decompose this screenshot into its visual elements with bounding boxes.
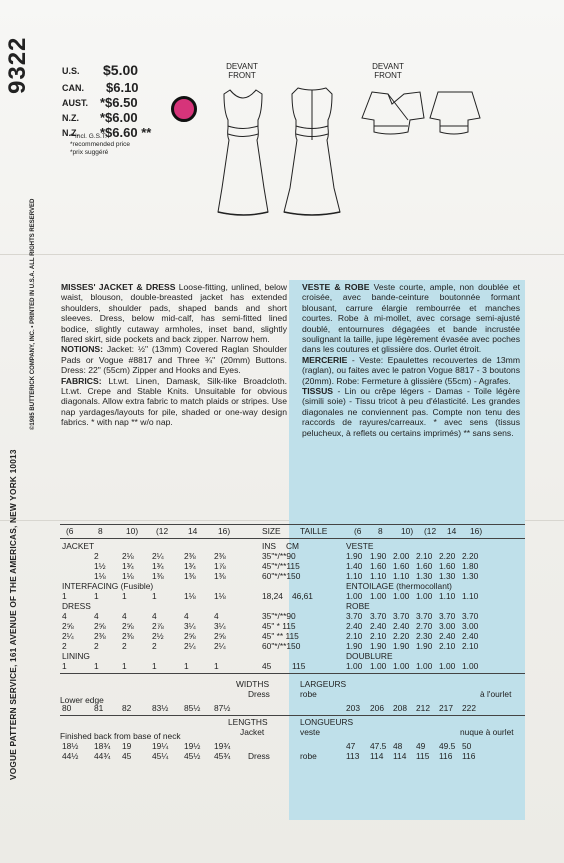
table-cell: 3¼ (184, 621, 196, 631)
table-section-label: DRESS (62, 601, 91, 611)
table-cell: 1.90 (370, 641, 387, 651)
table-cell: 1½ (94, 561, 106, 571)
robe-length-label: robe (300, 751, 317, 761)
price-label: N.Z. (62, 128, 79, 138)
finished-label: Finished back from base of neck (60, 731, 181, 741)
length-cell: 45¼ (152, 751, 169, 761)
table-cell: 1.30 (462, 571, 479, 581)
width-cell: 212 (416, 703, 430, 713)
table-cell: 2⅝ (184, 631, 196, 641)
table-cell: 2⅜ (184, 551, 196, 561)
table-cell: 3.70 (416, 611, 433, 621)
table-cell: 2⅝ (214, 631, 226, 641)
size-header-cell: 10) (126, 526, 139, 536)
table-cell: 2⅜ (214, 551, 226, 561)
largeurs-label: LARGEURS (300, 679, 347, 689)
table-cell: 2 (94, 551, 99, 561)
width-cell: 222 (462, 703, 476, 713)
table-cell: 2 (94, 641, 99, 651)
jacket-front-drawing (362, 92, 424, 134)
table-cell: 2.40 (462, 631, 479, 641)
table-cell: 1 (122, 591, 127, 601)
size-header-cell: 16) (218, 526, 231, 536)
length-cell: 45¾ (214, 751, 231, 761)
length-cell: 18½ (62, 741, 79, 751)
length-cell: 47 (346, 741, 356, 751)
price-value: $5.00 (103, 62, 139, 78)
table-cell: 2.30 (416, 631, 433, 641)
french-description: VESTE & ROBE Veste courte, ample, non doublée et croisée, avec bande-ceinture boutonnée formant blousant, carrure élargie rembourrée et manches courtes. Robe à mi-mollet, avec corsage semi-ajusté doublé, entournures dégagées et bande incrustée soulignant la taille, jupe légèrement évasée avec poches dans les coutures et glissière dos. Ourlet étroit. MERCERIE - Veste: Epaulettes recouvertes de 13mm (raglan), ou faites avec le patron Vogue 8817 - 3 boutons (20mm). Robe: Fermeture à glissière (55cm) - Agrafes. TISSUS - Lin ou crêpe légers - Damas - Toile légère (simili soie) - Tissu tricot à peu d'élasticité. Les grandes diagonales ne conviennent pas. Compte non tenu des raccords de rayures/carreaux. * avec sens (tissus pelucheux, à reflets ou certains imprimés) ** sans sens. (302, 282, 521, 438)
table-cell: 1 (94, 661, 99, 671)
copyright-notice: ©1985 BUTTERICK COMPANY, INC. • PRINTED IN U.S.A. ALL RIGHTS RESERVED (30, 198, 36, 430)
length-cell: 44½ (62, 751, 79, 761)
width-cell: 208 (393, 703, 407, 713)
length-cell: 45½ (184, 751, 201, 761)
table-cell: 3.00 (439, 621, 456, 631)
table-cell: 2.20 (393, 631, 410, 641)
fabric-width-cell: 60"*/**150 (262, 571, 301, 581)
fabric-width-cell: 35"*/**90 (262, 611, 296, 621)
table-cell: 2.00 (393, 551, 410, 561)
table-cell: 1.90 (346, 551, 363, 561)
table-cell: 1 (62, 591, 67, 601)
english-description: MISSES' JACKET & DRESS Loose-fitting, unlined, below waist, blouson, double-breasted jacket has extended shoulders, shoulder pads, shaped bands and short sleeves. Dress, below mid-calf, has semi-fitted lined bodice, slightly cutaway armholes, inset band, slightly flared skirt, side pockets and back zipper. Narrow hem. NOTIONS: Jacket: ½" (13mm) Covered Raglan Shoulder Pads or Vogue #8817 and Three ¾" (20mm) Buttons. Dress: 22" (55cm) Zipper and Hooks and Eyes. FABRICS: Lt.wt. Linen, Damask, Silk-like Broadcloth. Lt.wt. Crepe and Stable Knits. Unsuitable for obvious diagonals. Allow extra fabric to match plaids or stripes. Use nap yardages/layouts for pile, shaded or one-way design fabrics. * with nap ** w/o nap. (61, 282, 288, 428)
figure-label: DEVANT FRONT (372, 62, 404, 80)
width-cell: 217 (439, 703, 453, 713)
longueurs-label: LONGUEURS (300, 717, 354, 727)
dress-label: Dress (248, 689, 270, 699)
table-cell: 1.00 (416, 661, 433, 671)
table-cell: 1¾ (152, 561, 164, 571)
table-cell: 1.10 (370, 571, 387, 581)
length-cell: 114 (370, 751, 384, 761)
table-divider (60, 673, 525, 674)
fabric-width-cell: 46,61 (292, 591, 313, 601)
dress-length-label: Dress (248, 751, 270, 761)
table-cell: 3.70 (346, 611, 363, 621)
table-cell: 1.00 (393, 591, 410, 601)
hem-label: à l'ourlet (480, 689, 512, 699)
table-cell: 2⅜ (122, 631, 134, 641)
table-divider (60, 538, 525, 539)
length-cell: 116 (462, 751, 476, 761)
length-cell: 19¾ (214, 741, 231, 751)
width-cell: 87½ (214, 703, 231, 713)
price-note: **Incl. G.S.T. *recommended price *prix suggéré (70, 133, 130, 156)
length-cell: 44¾ (94, 751, 111, 761)
fabric-width-cell: 35"*/**90 (262, 551, 296, 561)
table-cell: 2.40 (439, 631, 456, 641)
table-cell: 1⅜ (214, 571, 226, 581)
width-cell: 82 (122, 703, 132, 713)
width-cell: 83½ (152, 703, 169, 713)
table-cell: 1 (214, 661, 219, 671)
table-section-label: DOUBLURE (346, 651, 393, 661)
table-divider (60, 715, 525, 716)
table-cell: 1.40 (346, 561, 363, 571)
size-header-cell: 14 (447, 526, 457, 536)
fabric-width-cell: 45"*/**115 (262, 561, 300, 571)
dress-back-drawing (284, 88, 340, 215)
width-cell: 206 (370, 703, 384, 713)
table-cell: 1.60 (416, 561, 433, 571)
table-cell: 2.40 (346, 621, 363, 631)
length-cell: 19 (122, 741, 132, 751)
size-header-cell: (12 (424, 526, 437, 536)
size-header-cell: 8 (98, 526, 103, 536)
table-section-label: JACKET (62, 541, 95, 551)
table-cell: 2.10 (439, 641, 456, 651)
table-cell: 2⅝ (122, 621, 134, 631)
table-cell: 1.00 (393, 661, 410, 671)
taille-header-label: TAILLE (300, 526, 328, 536)
table-cell: 1.90 (393, 641, 410, 651)
nuque-label: nuque à ourlet (460, 727, 514, 737)
fabric-width-cell: 45 (262, 661, 272, 671)
table-cell: 1 (62, 661, 67, 671)
table-cell: 2.20 (462, 551, 479, 561)
table-cell: 1.90 (370, 551, 387, 561)
table-cell: 1 (122, 661, 127, 671)
table-cell: 1.30 (416, 571, 433, 581)
table-cell: 2⅜ (94, 631, 106, 641)
size-header-cell: 16) (470, 526, 483, 536)
length-cell: 115 (416, 751, 430, 761)
table-cell: 2¼ (152, 551, 164, 561)
table-cell: 1.00 (346, 661, 363, 671)
price-value: $6.10 (106, 80, 139, 95)
table-cell: 2.10 (346, 631, 363, 641)
length-cell: 45 (122, 751, 132, 761)
table-cell: 4 (184, 611, 189, 621)
table-cell: 1 (184, 661, 189, 671)
length-cell: 113 (346, 751, 360, 761)
table-cell: 1.00 (370, 591, 387, 601)
table-cell: 3.00 (462, 621, 479, 631)
table-cell: 2⅛ (122, 551, 134, 561)
price-label: N.Z. (62, 113, 79, 123)
length-cell: 19¼ (152, 741, 169, 751)
length-cell: 49 (416, 741, 426, 751)
table-cell: 1.10 (346, 571, 363, 581)
table-cell: 3¼ (214, 621, 226, 631)
table-cell: 1.00 (346, 591, 363, 601)
table-cell: 2 (122, 641, 127, 651)
table-cell: 3.70 (370, 611, 387, 621)
fabric-width-cell: 45" ** 115 (262, 631, 299, 641)
table-cell: 2¼ (214, 641, 226, 651)
table-cell: 1 (152, 661, 157, 671)
table-cell: 1.10 (393, 571, 410, 581)
length-cell: 116 (439, 751, 453, 761)
table-cell: 2 (62, 641, 67, 651)
table-cell: 1⅛ (122, 571, 134, 581)
size-header-cell: 10) (401, 526, 414, 536)
jacket-label: Jacket (240, 727, 265, 737)
table-cell: 4 (152, 611, 157, 621)
dress-front-drawing (218, 90, 268, 215)
width-cell: 85½ (184, 703, 201, 713)
length-cell: 114 (393, 751, 407, 761)
table-section-label: ENTOILAGE (thermocollant) (346, 581, 452, 591)
widths-label: WIDTHS (236, 679, 270, 689)
table-cell: 1.00 (439, 661, 456, 671)
table-cell: 2⅝ (62, 621, 74, 631)
table-cell: 1⅛ (184, 591, 196, 601)
size-header-cell: 8 (378, 526, 383, 536)
table-section-label: ROBE (346, 601, 370, 611)
price-label: AUST. (62, 98, 89, 108)
table-cell: 1.60 (393, 561, 410, 571)
price-label: U.S. (62, 66, 80, 76)
length-cell: 18¾ (94, 741, 111, 751)
pattern-number: 9322 (4, 36, 31, 94)
table-cell: 1.00 (416, 591, 433, 601)
price-value: *$6.60 ** (100, 125, 152, 140)
figure-label: DEVANT FRONT (226, 62, 258, 80)
price-value: *$6.50 (100, 95, 138, 110)
table-section-label: LINING (62, 651, 90, 661)
table-cell: 1 (152, 591, 157, 601)
table-cell: 2.10 (370, 631, 387, 641)
table-cell: 1¾ (122, 561, 134, 571)
table-cell: 2.10 (462, 641, 479, 651)
table-cell: 3.70 (462, 611, 479, 621)
table-cell: 2.40 (393, 621, 410, 631)
table-cell: 4 (62, 611, 67, 621)
jacket-back-drawing (430, 92, 480, 134)
length-cell: 50 (462, 741, 472, 751)
table-cell: 2 (152, 641, 157, 651)
table-cell: 2¼ (62, 631, 74, 641)
table-cell: 1.90 (416, 641, 433, 651)
table-cell: 2¼ (184, 641, 196, 651)
table-cell: 1.80 (462, 561, 479, 571)
length-cell: 48 (393, 741, 403, 751)
table-cell: 1.10 (439, 591, 456, 601)
size-header-cell: (12 (156, 526, 169, 536)
table-divider (60, 524, 525, 525)
table-cell: 2⅝ (94, 621, 106, 631)
price-value: *$6.00 (100, 110, 138, 125)
size-header-cell: 14 (188, 526, 198, 536)
width-cell: 203 (346, 703, 360, 713)
table-cell: 1.00 (462, 661, 479, 671)
table-cell: 2.70 (416, 621, 433, 631)
table-cell: 1.10 (462, 591, 479, 601)
table-cell: 1¾ (184, 561, 196, 571)
table-cell: 2.10 (416, 551, 433, 561)
table-cell: 4 (122, 611, 127, 621)
units-label: INS (262, 541, 276, 551)
table-cell: 1⅞ (214, 561, 226, 571)
table-cell: 4 (94, 611, 99, 621)
table-cell: 1⅛ (94, 571, 106, 581)
table-cell: 2.40 (370, 621, 387, 631)
price-label: CAN. (62, 83, 84, 93)
table-cell: 2⅞ (152, 621, 164, 631)
veste-label: veste (300, 727, 321, 737)
table-cell: 1⅜ (184, 571, 196, 581)
lengths-label: LENGTHS (228, 717, 268, 727)
length-cell: 47.5 (370, 741, 387, 751)
publisher-address: VOGUE PATTERN SERVICE, 161 AVENUE OF THE AMERICAS, NEW YORK 10013 (8, 449, 18, 780)
table-cell: 1 (94, 591, 99, 601)
size-header-cell: (6 (66, 526, 74, 536)
table-cell: 2.20 (439, 551, 456, 561)
length-cell: 49.5 (439, 741, 456, 751)
lower-edge-label: Lower edge (60, 695, 104, 705)
table-cell: 3.70 (439, 611, 456, 621)
table-cell: 1⅛ (214, 591, 226, 601)
table-cell: 1⅜ (152, 571, 164, 581)
size-header-label: SIZE (262, 526, 281, 536)
table-cell: 1.30 (439, 571, 456, 581)
table-cell: 1.90 (346, 641, 363, 651)
table-cell: 2½ (152, 631, 164, 641)
width-cell: 81 (94, 703, 104, 713)
length-cell: 19½ (184, 741, 201, 751)
fabric-width-cell: 45" * 115 (262, 621, 296, 631)
table-cell: 4 (214, 611, 219, 621)
fabric-width-cell: 115 (292, 661, 306, 671)
robe-label: robe (300, 689, 317, 699)
table-cell: 1.60 (439, 561, 456, 571)
fabric-width-cell: 60"*/**150 (262, 641, 301, 651)
units-label: CM (286, 541, 300, 551)
table-cell: 1.00 (370, 661, 387, 671)
fabric-width-cell: 18,24 (262, 591, 283, 601)
table-cell: 3.70 (393, 611, 410, 621)
table-section-label: VESTE (346, 541, 374, 551)
table-section-label: INTERFACING (Fusible) (62, 581, 154, 591)
width-cell: 80 (62, 703, 72, 713)
table-cell: 1.60 (370, 561, 387, 571)
size-header-cell: (6 (354, 526, 362, 536)
